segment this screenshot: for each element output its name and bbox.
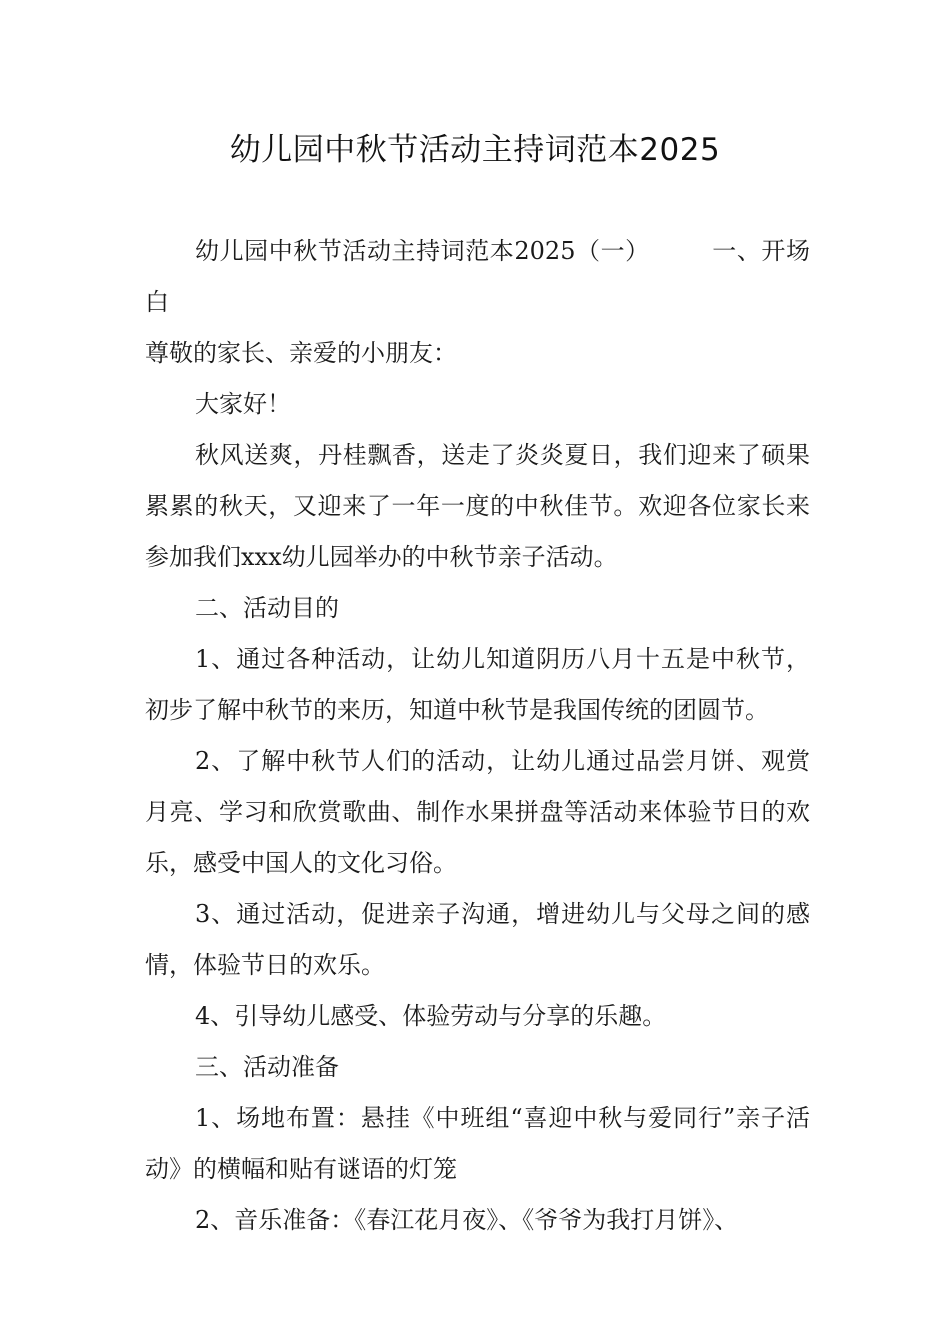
paragraph-subtitle-opening: [145, 226, 810, 328]
paragraph-purpose-3: 3、通过活动，促进亲子沟通，增进幼儿与父母之间的感情，体验节日的欢乐。: [145, 900, 810, 979]
section-heading-purpose: 二、活动目的: [195, 594, 339, 622]
section-heading-preparation: 三、活动准备: [195, 1053, 339, 1081]
paragraph-purpose-1: 1、通过各种活动，让幼儿知道阴历八月十五是中秋节，初步了解中秋节的来历，知道中秋节是我国传统的团圆节。: [145, 645, 810, 724]
document-title: 幼儿园中秋节活动主持词范本2025: [229, 132, 721, 168]
paragraph-greeting-addressee: 尊敬的家长、亲爱的小朋友：: [145, 339, 457, 367]
paragraph-welcome: 秋风送爽，丹桂飘香，送走了炎炎夏日，我们迎来了硕果累累的秋天，又迎来了一年一度的中秋佳节。欢迎各位家长来参加我们xxx幼儿园举办的中秋节亲子活动。: [145, 441, 810, 571]
paragraph-purpose-4: 4、引导幼儿感受、体验劳动与分享的乐趣。: [195, 1002, 667, 1030]
document-body: [145, 226, 810, 1246]
section-heading-opening: 一、开场白: [145, 237, 811, 316]
paragraph-preparation-2: 2、音乐准备：《春江花月夜》、《爷爷为我打月饼》、: [195, 1206, 739, 1234]
paragraph-purpose-2: 2、了解中秋节人们的活动，让幼儿通过品尝月饼、观赏月亮、学习和欣赏歌曲、制作水果拼盘等活动来体验节日的欢乐，感受中国人的文化习俗。: [145, 747, 810, 877]
subtitle-text: 幼儿园中秋节活动主持词范本2025（一）: [195, 237, 650, 265]
paragraph-preparation-1: 1、场地布置：悬挂《中班组“喜迎中秋与爱同行”亲子活动》的横幅和贴有谜语的灯笼: [145, 1104, 810, 1183]
paragraph-greeting: 大家好！: [195, 390, 291, 418]
